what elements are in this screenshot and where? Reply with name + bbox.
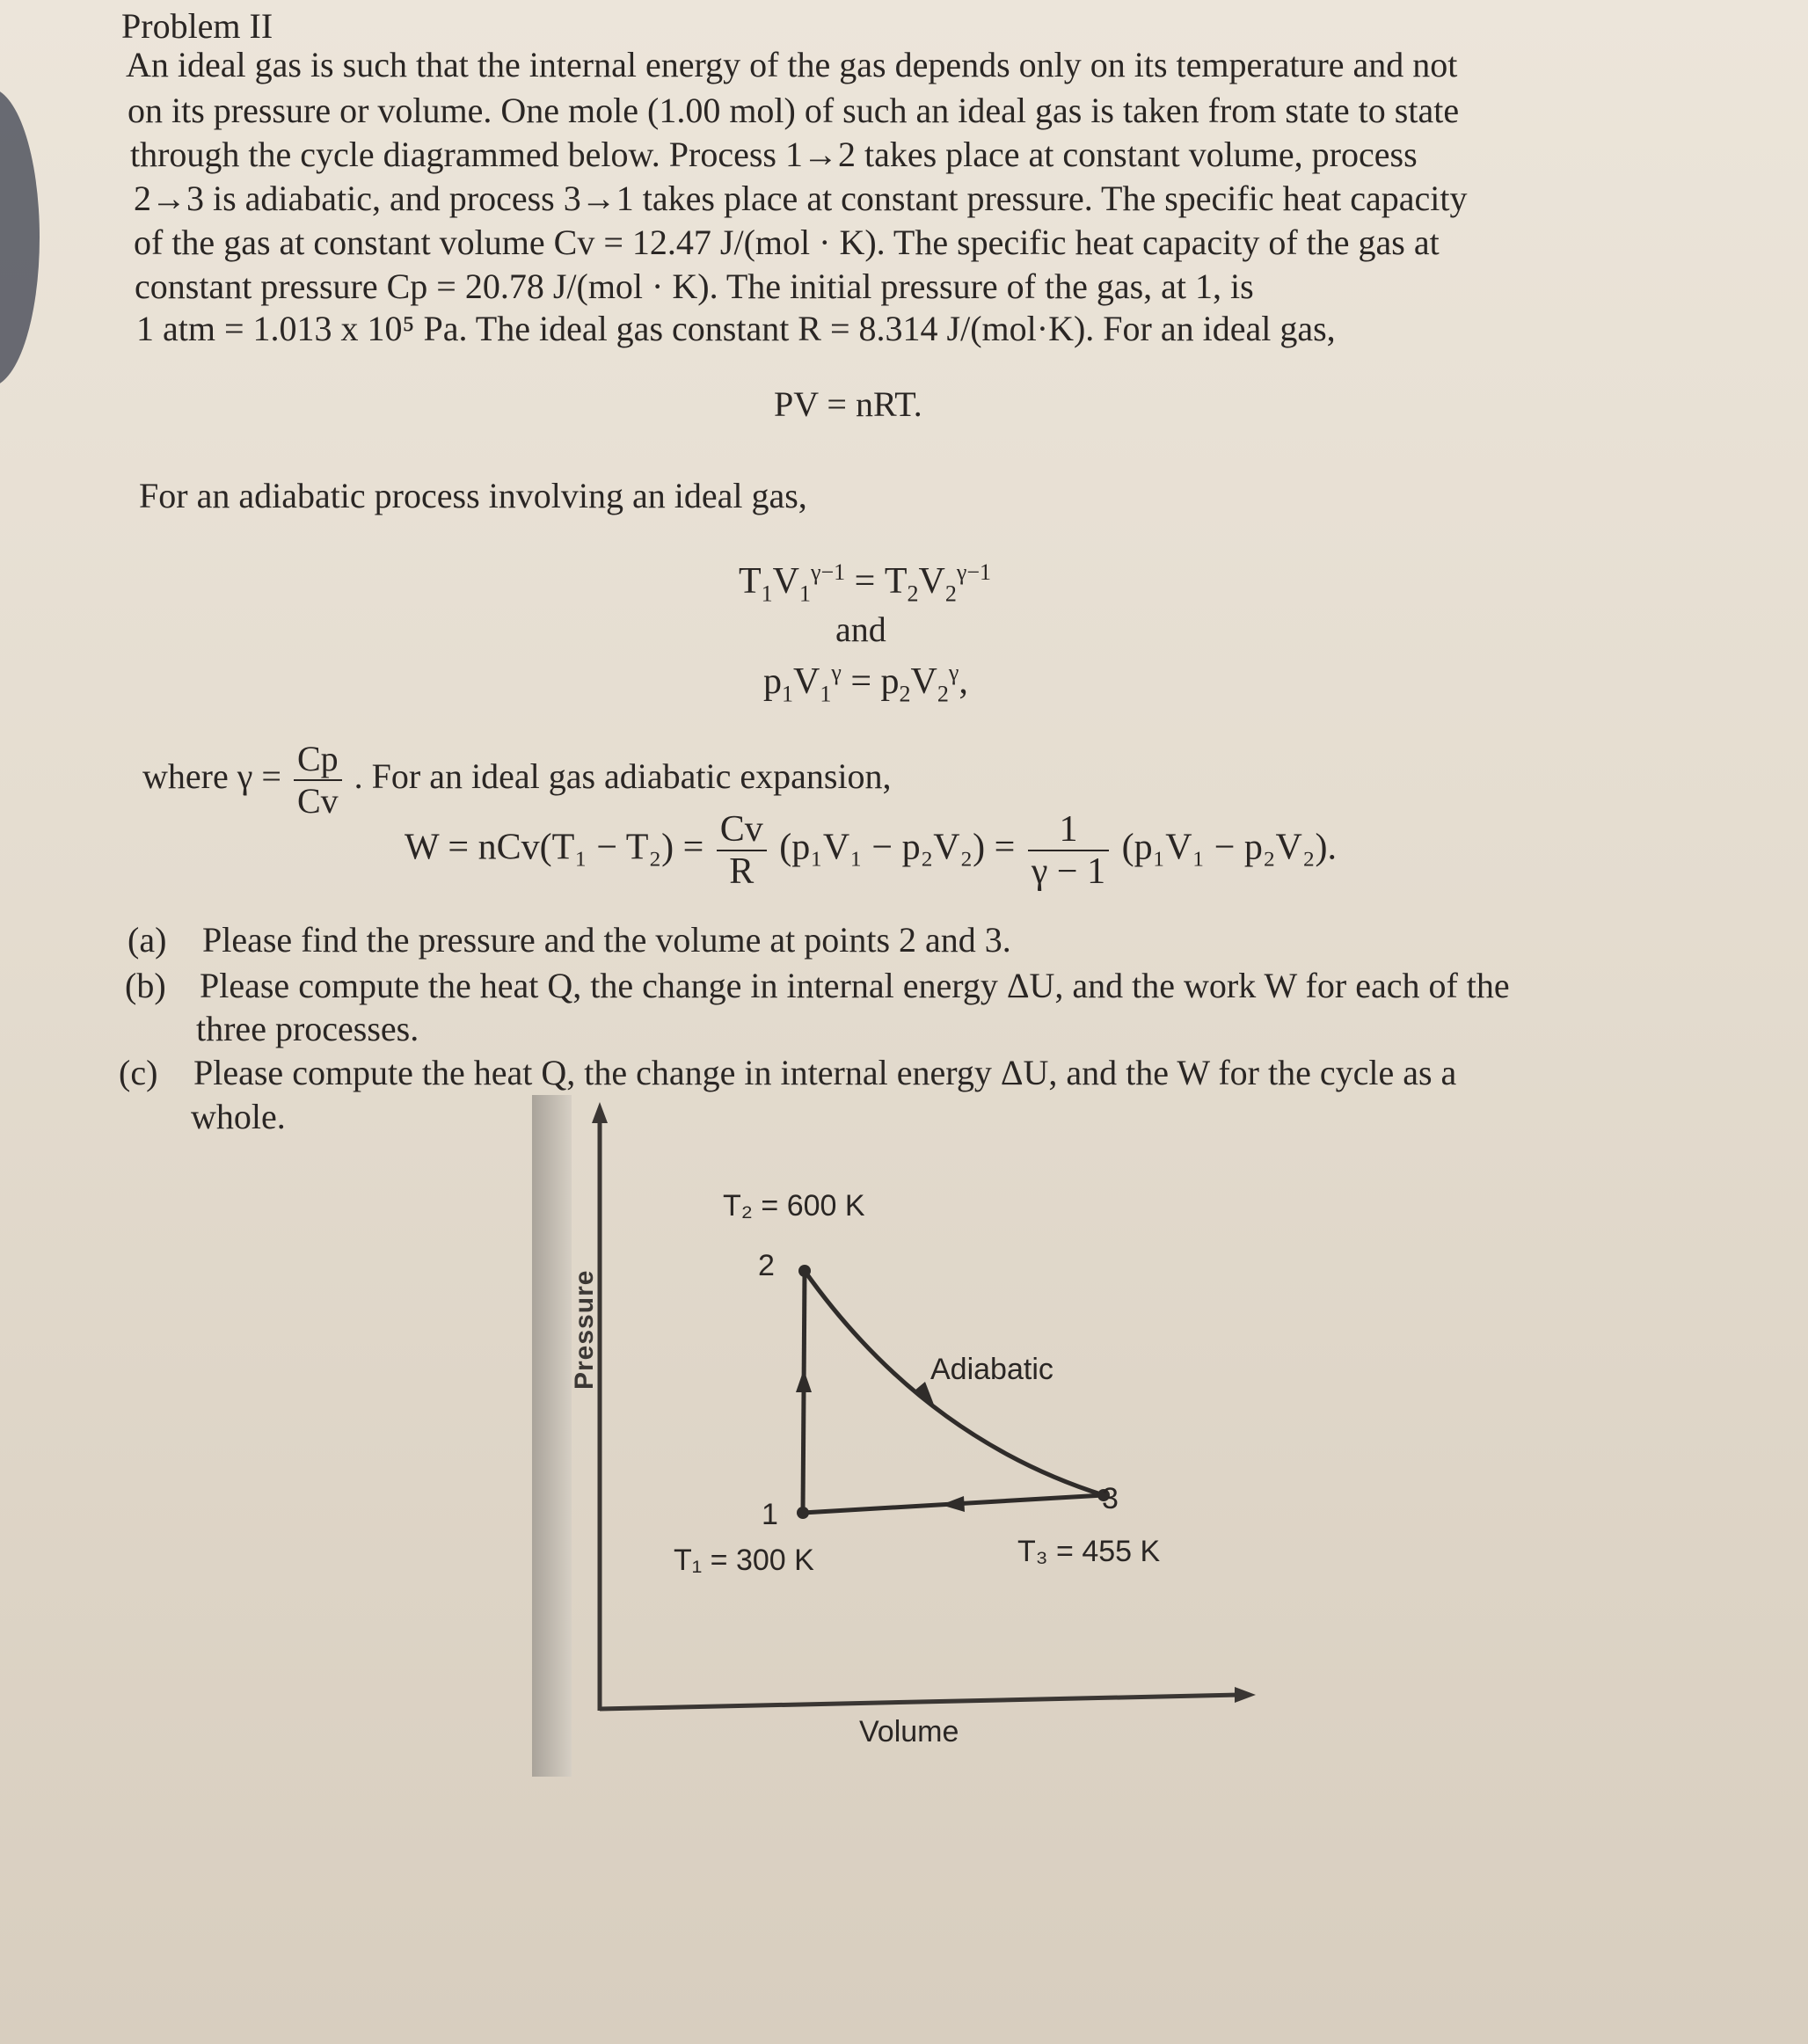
t3-label: T₃ = 455 K [1017,1535,1161,1568]
pv-cycle-diagram [528,1095,1275,1790]
and-word: and [835,610,886,649]
intro-line-3: through the cycle diagrammed below. Process 1→2 takes place at constant volume, process [130,135,1418,174]
work-lhs: W = nCv(T₁ − T₂) = [405,827,704,868]
work-end: (p₁V₁ − p₂V₂). [1121,827,1338,868]
gamma-fraction [294,739,342,821]
intro-line-6: constant pressure Cp = 20.78 J/(mol · K). The initial pressure of the gas, at 1, is [135,266,1254,306]
question-b [125,965,1510,1007]
work-middle: (p₁V₁ − p₂V₂) = [779,827,1016,868]
work-fraction-2-numerator: 1 [1028,809,1109,851]
work-fraction-1-numerator: Cv [717,809,767,851]
question-a [128,919,1011,961]
process-3-1-arrow [941,1496,965,1512]
problem-title: Problem II [121,6,273,46]
work-fraction-2-denominator: γ − 1 [1031,851,1106,892]
question-b-text-2: three processes. [196,1009,419,1048]
adiabatic-pressure-equation: $p_1V_1^\gamma = p_2V_2^\gamma$, [763,660,968,707]
point-2-label: 2 [758,1249,775,1282]
gamma-denominator: Cv [296,781,339,821]
state-point-1 [797,1507,809,1519]
point-1-label: 1 [762,1498,778,1531]
question-b-text-1: Please compute the heat Q, the change in internal energy ΔU, and the work W for each of the [200,966,1510,1005]
intro-line-5: of the gas at constant volume Cv = 12.47 J/(mol · K). The specific heat capacity of the gas at [134,223,1440,262]
t2-label: T₂ = 600 K [723,1189,865,1223]
t1-label: T₁ = 300 K [674,1544,814,1577]
question-c-letter: (c) [119,1053,158,1092]
where-gamma-text: where γ = [142,756,281,797]
axis-shade-band [532,1095,572,1777]
intro-line-1: An ideal gas is such that the internal energy of the gas depends only on its temperature and not [126,45,1458,84]
expansion-text: . For an ideal gas adiabatic expansion, [354,756,892,797]
question-c [119,1052,1456,1094]
intro-line-7: 1 atm = 1.013 x 10⁵ Pa. The ideal gas constant R = 8.314 J/(mol·K). For an ideal gas, [136,309,1336,348]
adiabatic-temperature-equation: $T_1V_1^{\gamma-1} = T_2V_2^{\gamma-1}$ [739,559,991,607]
x-axis [600,1695,1240,1709]
question-a-letter: (a) [128,920,167,960]
question-b-letter: (b) [125,966,166,1005]
point-3-label: 3 [1102,1482,1119,1515]
ideal-gas-equation: PV = nRT. [774,384,922,424]
state-point-2 [798,1265,811,1277]
adiabatic-label: Adiabatic [930,1353,1053,1386]
intro-line-4: 2→3 is adiabatic, and process 3→1 takes place at constant pressure. The specific heat capacity [134,179,1468,218]
adiabatic-intro: For an adiabatic process involving an ideal gas, [139,476,807,515]
question-a-text: Please find the pressure and the volume at points 2 and 3. [202,920,1011,960]
question-c-text-2: whole. [191,1097,286,1136]
gamma-numerator: Cp [294,739,342,781]
question-c-text-1: Please compute the heat Q, the change in internal energy ΔU, and the W for the cycle as a [193,1053,1457,1092]
work-equation [405,809,1337,892]
work-fraction-1 [717,809,767,892]
process-1-2-arrow [796,1369,812,1392]
intro-line-2: on its pressure or volume. One mole (1.00 mol) of such an ideal gas is taken from state to state [128,91,1460,130]
y-axis-label: Pressure [570,1269,599,1390]
x-axis-arrowhead [1235,1687,1256,1703]
y-axis-arrowhead [592,1102,608,1123]
x-axis-label: Volume [859,1715,959,1748]
work-fraction-1-denominator: R [729,851,755,892]
work-fraction-2 [1028,809,1109,892]
